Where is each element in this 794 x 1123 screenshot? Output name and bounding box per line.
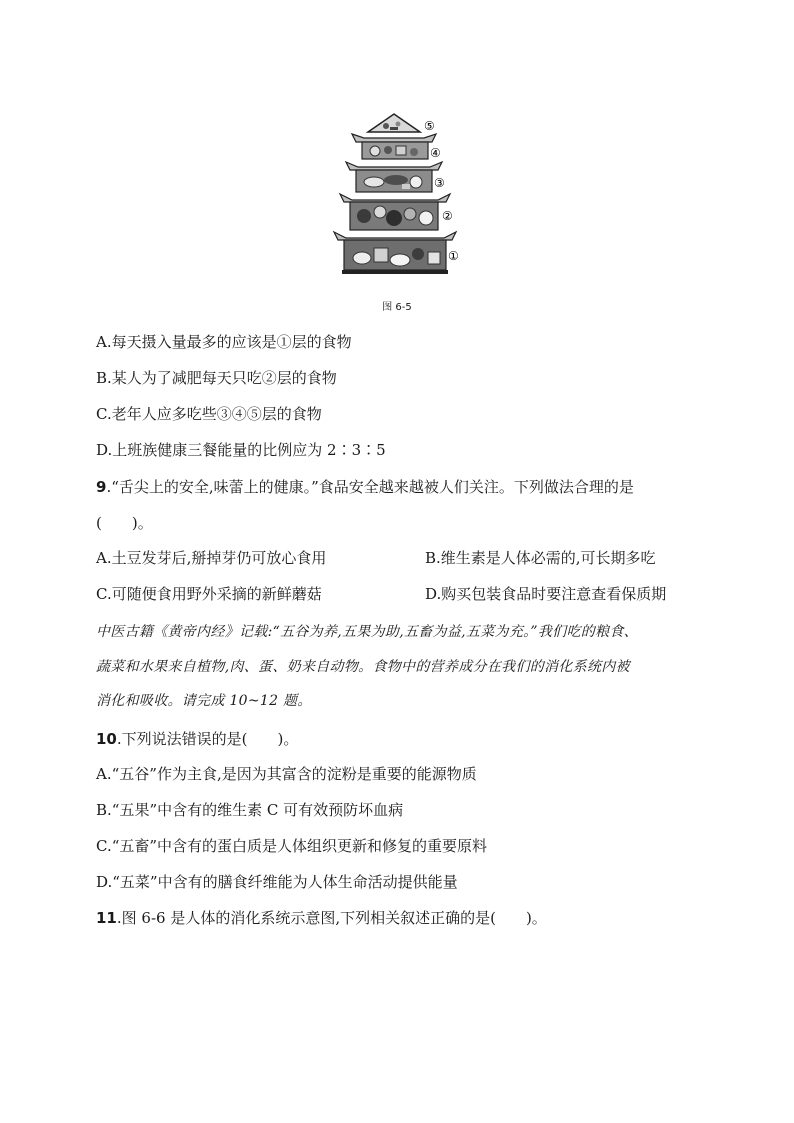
pyramid-layer-5 — [368, 114, 420, 132]
q10-number: 10 — [96, 730, 117, 748]
q9-option-a: A.土豆发芽后,掰掉芽仍可放心食用 — [96, 549, 327, 567]
q8-option-a: A.每天摄入量最多的应该是①层的食物 — [96, 333, 352, 351]
q10-option-c: C.“五畜”中含有的蛋白质是人体组织更新和修复的重要原料 — [96, 837, 488, 855]
q8-option-d: D.上班族健康三餐能量的比例应为 2∶3∶5 — [96, 441, 386, 459]
q10-stem-text: .下列说法错误的是( )。 — [116, 730, 299, 748]
q11-number: 11 — [96, 909, 117, 927]
q10-option-b: B.“五果”中含有的维生素 C 可有效预防坏血病 — [96, 801, 404, 819]
q9-option-b: B.维生素是人体必需的,可长期多吃 — [425, 549, 656, 567]
q9-number: 9 — [96, 478, 107, 496]
layer-mark-3: ③ — [434, 176, 445, 190]
layer-mark-4: ④ — [430, 146, 441, 160]
food-pyramid-figure — [330, 112, 470, 276]
pyramid-layer-2 — [340, 194, 450, 230]
passage-line-3: 消化和吸收。请完成 10~12 题。 — [96, 693, 312, 709]
layer-mark-5: ⑤ — [424, 119, 435, 133]
q10-option-d: D.“五菜”中含有的膳食纤维能为人体生命活动提供能量 — [96, 873, 458, 891]
pyramid-layer-4 — [352, 134, 436, 159]
q9-option-d: D.购买包装食品时要注意查看保质期 — [425, 585, 667, 603]
q10-option-a: A.“五谷”作为主食,是因为其富含的淀粉是重要的能源物质 — [96, 765, 477, 783]
q9-stem-text: .“舌尖上的安全,味蕾上的健康。”食品安全越来越被人们关注。下列做法合理的是 — [106, 478, 634, 496]
layer-mark-2: ② — [442, 209, 453, 223]
q9-answer-blank: ( )。 — [96, 514, 153, 532]
q11-stem-text: .图 6-6 是人体的消化系统示意图,下列相关叙述正确的是( )。 — [116, 909, 547, 927]
layer-mark-1: ① — [448, 249, 459, 263]
q9-stem — [96, 477, 634, 497]
q8-option-c: C.老年人应多吃些③④⑤层的食物 — [96, 405, 322, 423]
q9-option-c: C.可随便食用野外采摘的新鲜蘑菇 — [96, 585, 322, 603]
passage-line-1: 中医古籍《黄帝内经》记载:“五谷为养,五果为助,五畜为益,五菜为充。”我们吃的粮食、 — [96, 624, 638, 640]
q8-option-b: B.某人为了减肥每天只吃②层的食物 — [96, 369, 337, 387]
pyramid-layer-3 — [346, 162, 442, 192]
figure-caption: 图 6-5 — [382, 302, 412, 313]
q10-stem — [96, 729, 298, 749]
passage-line-2: 蔬菜和水果来自植物,肉、蛋、奶来自动物。食物中的营养成分在我们的消化系统内被 — [96, 659, 630, 675]
pyramid-layer-1 — [334, 232, 456, 274]
q11-stem — [96, 908, 547, 928]
